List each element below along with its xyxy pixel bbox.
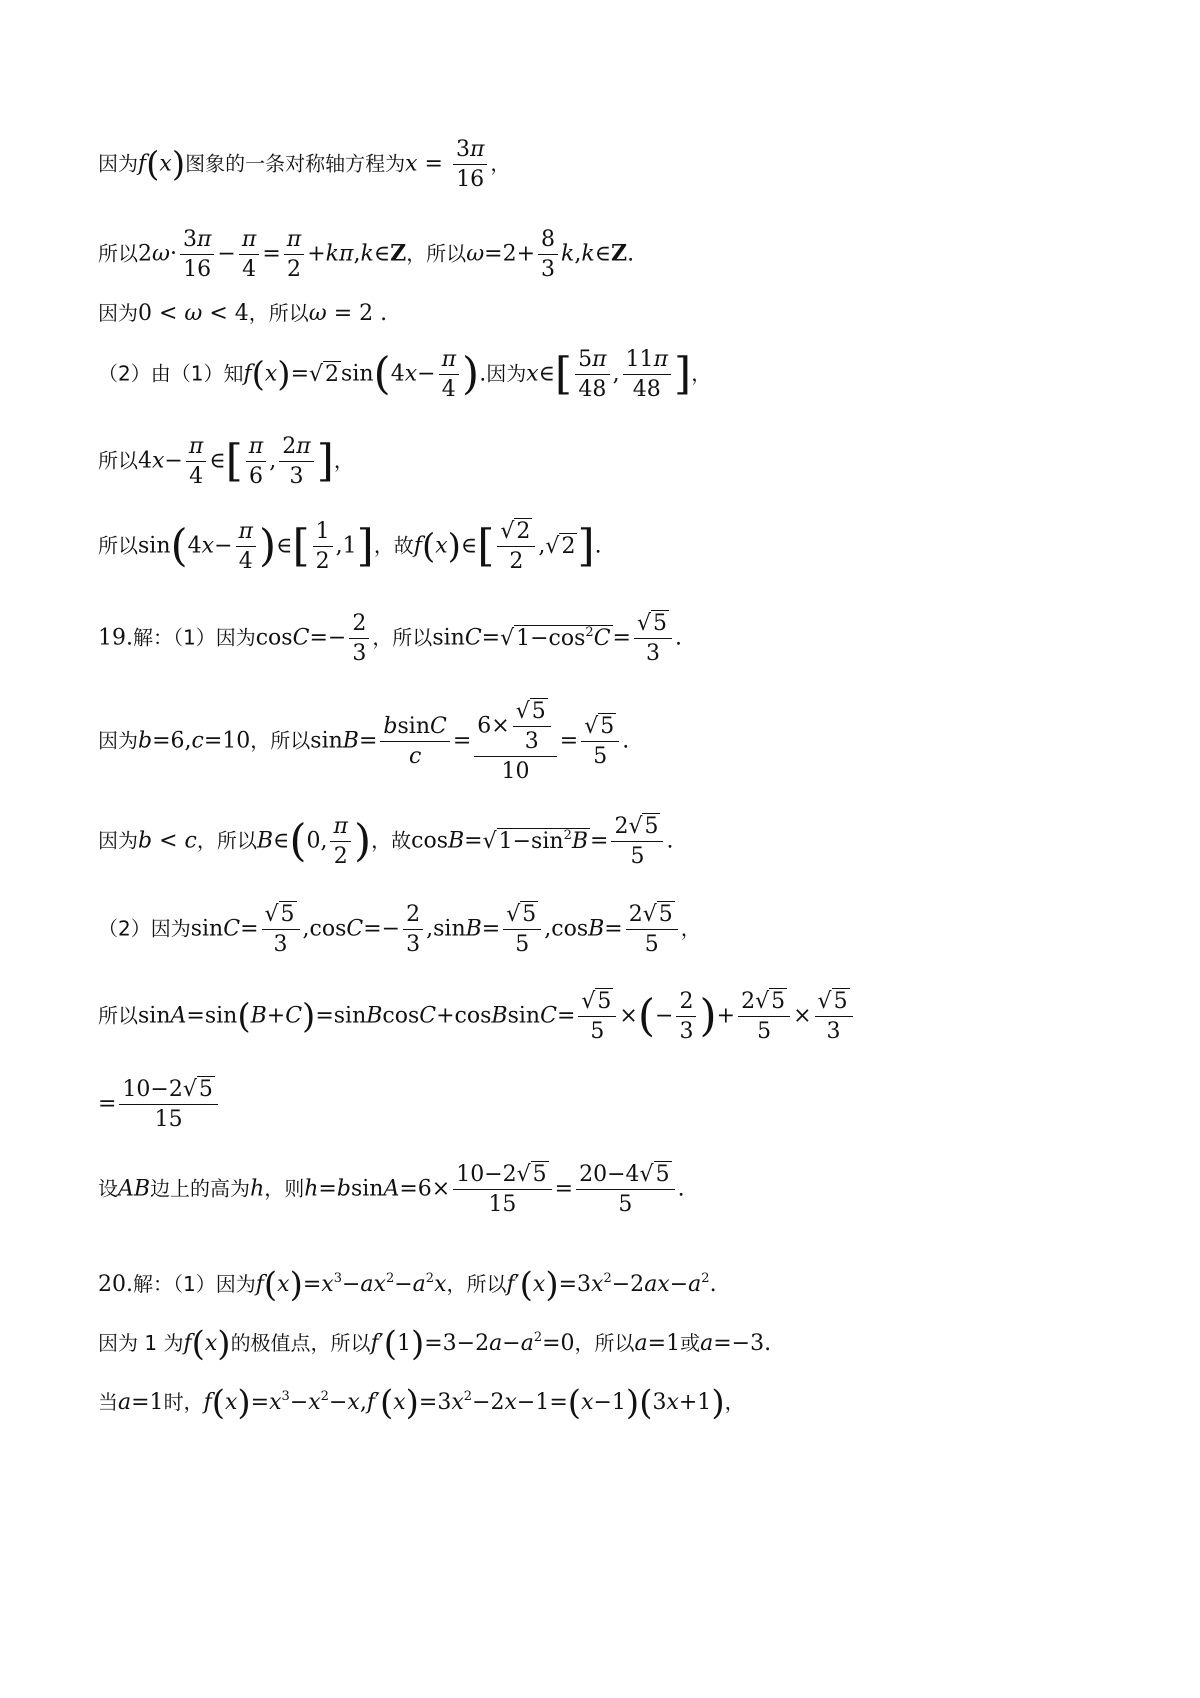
text-line-16: 当a=1时，$f(x)=x^3-x^2-x,f'(x)=3x^2-2x-1=(x-1)(3x+1)$， [98, 1383, 745, 1423]
text-line-15: 因为 1 为f(x)的极值点，所以$f'(1)=3-2a-a^2=0$，所以a=1或a=−3. [98, 1324, 772, 1364]
text-line-13: 设AB边上的高为h，则h=bsinA=6× $\frac{10-2√5}{15}$ = $\frac{20-4√5}{5}$ . [98, 1162, 685, 1218]
text-line-9: 因为b < c，所以B∈(0, $\frac{\pi}{2}$ )，故$\cos B=√1-\sin^2B=$ $\frac{2√5}{5}$ . [98, 814, 674, 870]
text-line-6: 所以sin(4x− $\frac{\pi}{4}$ )∈[ $\frac{1}{2}$ ,1]，故f(x)∈[ $\frac{√2}{2}$ ,√2]. [98, 519, 602, 575]
text-line-4: （2）由（1）知f(x)=√2sin(4x− $\frac{\pi}{4}$ ).因为x∈[ $\frac{5\pi}{48}$ , $\frac{11\pi}{48}$ ]， [98, 347, 712, 403]
text-line-5: 所以4x− $\frac{\pi}{4}$ ∈[ $\frac{\pi}{6}$ , $\frac{2\pi}{3}$ ]， [98, 434, 354, 490]
text-line-14: 20.解：（1）因为$f(x)=x^3-ax^2-a^2x$，所以$f'(x)=3x^2-2ax-a^2$. [98, 1265, 717, 1305]
text-line-3: 因为0 < ω < 4，所以ω = 2 . [98, 301, 388, 326]
text-line-7: 19.解：（1）因为cosC=− $\frac{2}{3}$ ，所以$\sin C=√1-\cos^2C=$ $\frac{√5}{3}$ . [98, 611, 683, 667]
text-line-8: 因为b=6,c=10，所以sinB= $\frac{bsinC}{c}$ = 6× $\frac{√5}{3}$ 10 = $\frac{√5}{5}$ . [98, 699, 630, 785]
text-line-12: = $\frac{10-2√5}{15}$ [98, 1078, 221, 1131]
text-line-11: 所以sinA=sin(B+C)=sinBcosC+cosBsinC= $\frac{√5}{5}$ ×(− $\frac{2}{3}$ )+ $\frac{2√5}{5}$ × $\frac{√5}{3}$ [98, 990, 856, 1043]
text-line-10: （2）因为sinC= $\frac{√5}{3}$ ,cosC=− $\frac{2}{3}$ ,sinB= $\frac{√5}{5}$ ,cosB= $\frac{2√5}{5}$ ， [98, 902, 701, 958]
text-line-1: 因为f(x)图象的一条对称轴方程为x = $\frac{3\pi}{16}$ ， [98, 137, 511, 193]
text-line-2: 所以2ω· $\frac{3\pi}{16}$ − $\frac{\pi}{4}$ = $\frac{\pi}{2}$ +kπ,k∈Z，所以ω=2+ $\frac{8}{3}$ k,k∈Z. [98, 227, 635, 283]
